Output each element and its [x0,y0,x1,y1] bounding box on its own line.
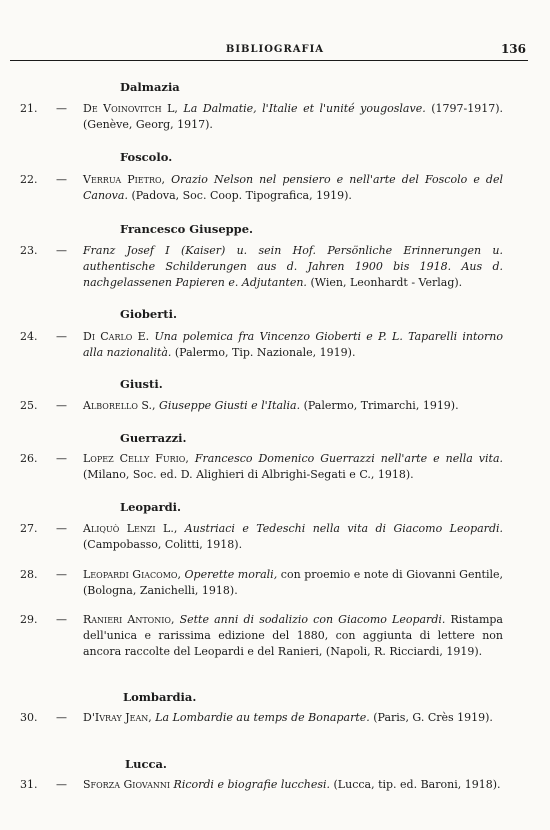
entry-dash: — [56,452,67,465]
section-heading: Dalmazia [120,80,180,94]
entry-body [83,243,503,291]
bibliography-entry [20,521,510,555]
entry-body [83,567,503,599]
entry-title: Franz Josef I (Kaiser) u. sein Hof. Persönliche Erinnerungen u. authentische Schilderungen aus d. Jahren 1900 bis 1918. Aus d. nachgelassenen Papieren e. Adjutanten. [83,244,503,289]
entry-body [83,521,503,553]
entry-publication: (Milano, Soc. ed. D. Alighieri di Albrighi-Segati e C., 1918). [83,468,414,481]
bibliography-entry [20,329,510,363]
section-heading: Gioberti. [120,307,177,321]
entry-title: Austriaci e Tedeschi nella vita di Giacomo Leopardi. [184,522,504,535]
entry-publication: (Paris, G. Crès 1919). [373,711,493,724]
entry-number: 22. [20,173,38,186]
entry-publication: con proemio e note di Giovanni Gentile, (Bologna, Zanichelli, 1918). [83,568,504,597]
entry-body [83,612,503,660]
entry-publication: (Palermo, Trimarchi, 1919). [303,399,459,412]
bibliography-entry [20,172,510,206]
entry-title: La Dalmatie, l'Italie et l'unité yougoslave. [183,102,426,115]
entry-author: Aliquò Lenzi L., [83,522,178,535]
entry-body [83,451,503,483]
running-title: BIBLIOGRAFIA [225,44,325,55]
entry-author: Lopez Celly Furio, [83,452,189,465]
entry-body [83,777,503,793]
entry-author: Leopardi Giacomo, [83,568,181,581]
section-heading: Guerrazzi. [120,431,187,445]
entry-title: Giuseppe Giusti e l'Italia. [159,399,301,412]
entry-number: 21. [20,102,38,115]
entry-dash: — [56,568,67,581]
entry-author: Sforza Giovanni [83,778,171,791]
section-heading: Francesco Giuseppe. [120,222,254,236]
entry-author: Alborello S., [83,399,156,412]
entry-title: La Lombardie au temps de Bonaparte. [155,711,370,724]
entry-publication: (Palermo, Tip. Nazionale, 1919). [174,346,356,359]
entry-title: Orazio Nelson nel pensiero e nell'arte del Foscolo e del Canova. [83,173,504,202]
bibliography-entry [20,567,510,601]
entry-body [83,398,503,414]
bibliography-entry [20,612,510,678]
entry-dash: — [56,330,67,343]
section-heading: Foscolo. [120,150,173,164]
bibliography-entry [20,243,510,293]
entry-author: D'Ivray Jean, [83,711,152,724]
entry-dash: — [56,711,67,724]
entry-body [83,172,503,204]
entry-number: 31. [20,778,38,791]
entry-number: 30. [20,711,38,724]
entry-number: 29. [20,613,38,626]
entry-dash: — [56,173,67,186]
entry-title: Una polemica fra Vincenzo Gioberti e P. L. Taparelli intorno alla nazionalità. [83,330,504,359]
section-heading: Leopardi. [120,500,182,514]
entry-number: 27. [20,522,38,535]
bibliography-entry [20,710,510,744]
entry-body [83,329,503,361]
section-heading: Lucca. [125,757,167,771]
entry-title: Sette anni di sodalizio con Giacomo Leopardi. [179,613,446,626]
entry-body [83,101,503,133]
bibliography-entry [20,398,510,416]
entry-publication: Ristampa dell'unica e rarissima edizione del 1880, con aggiunta di lettere non ancora raccolte del Leopardi e del Ranieri, (Napoli, R. Ricciardi, 1919). [83,613,503,658]
bibliography-entry [20,101,510,135]
entry-number: 26. [20,452,38,465]
section-heading: Lombardia. [123,690,197,704]
entry-publication: (Wien, Leonhardt - Verlag). [310,276,463,289]
section-heading: Giusti. [120,377,163,391]
entry-publication: (Lucca, tip. ed. Baroni, 1918). [333,778,501,791]
entry-title: Operette morali, [184,568,278,581]
bibliography-entry [20,451,510,485]
entry-dash: — [56,244,67,257]
entry-dash: — [56,522,67,535]
entry-dash: — [56,399,67,412]
header-rule [10,60,528,61]
entry-author: De Voinovitch L, [83,102,178,115]
entry-author: Ranieri Antonio, [83,613,175,626]
entry-dash: — [56,778,67,791]
entry-title: Ricordi e biografie lucchesi. [173,778,331,791]
entry-author: Verrua Pietro, [83,173,166,186]
entry-number: 25. [20,399,38,412]
entry-publication: (Campobasso, Colitti, 1918). [83,538,243,551]
entry-number: 23. [20,244,38,257]
entry-body [83,710,503,726]
entry-title: Francesco Domenico Guerrazzi nell'arte e nella vita. [194,452,503,465]
entry-number: 24. [20,330,38,343]
bibliography-entry [20,777,510,811]
entry-publication: (Padova, Soc. Coop. Tipografica, 1919). [131,189,352,202]
entry-publication: (1797-1917). (Genève, Georg, 1917). [83,102,504,131]
page-header [0,40,550,64]
entry-author: Di Carlo E. [83,330,150,343]
page-number: 136 [500,42,526,56]
entry-number: 28. [20,568,38,581]
entry-dash: — [56,613,67,626]
entry-dash: — [56,102,67,115]
